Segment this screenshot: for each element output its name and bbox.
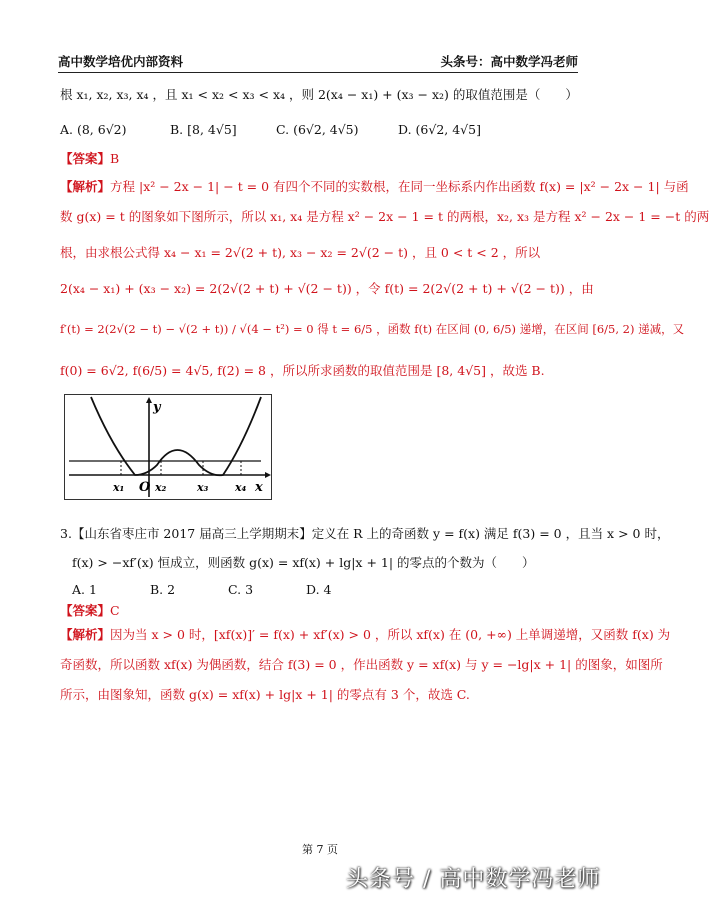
q2-stem: 根 x₁, x₂, x₃, x₄ ，且 x₁ < x₂ < x₃ < x₄ ，则 2(x₄ − x₁) + (x₃ − x₂) 的取值范围是（ ） <box>60 87 578 102</box>
q3-option-a: A. 1 <box>72 582 97 597</box>
q3-answer-value: C <box>110 603 120 618</box>
q2-analysis-line-2: 数 g(x) = t 的图象如下图所示，所以 x₁, x₄ 是方程 x² − 2x − 1 = t 的两根，x₂, x₃ 是方程 x² − 2x − 1 = −t 的两 <box>60 209 709 224</box>
x2-label: x₂ <box>155 481 167 494</box>
q3-option-b: B. 2 <box>150 582 176 597</box>
q3-option-c: C. 3 <box>228 582 254 597</box>
q3-stem-1: 定义在 R 上的奇函数 y = f(x) 满足 f(3) = 0 ，且当 x > 0 时， <box>311 526 670 541</box>
q2-analysis-line-4: 2(x₄ − x₁) + (x₃ − x₂) = 2(2√(2 + t) + √(2 − t)) ，令 f(t) = 2(2√(2 + t) + √(2 − t)) ，由 <box>60 281 594 296</box>
q3-analysis-line-3: 所示，由图象知，函数 g(x) = xf(x) + lg|x + 1| 的零点有 3 个，故选 C. <box>60 687 470 702</box>
q3-analysis-label: 【解析】 <box>60 627 111 642</box>
q3-stem-line-2: f(x) > −xf′(x) 恒成立，则函数 g(x) = xf(x) + lg|x + 1| 的零点的个数为（ ） <box>72 555 535 570</box>
header-right-title: 头条号：高中数学冯老师 <box>440 54 578 69</box>
page-number: 第 7 页 <box>302 843 338 856</box>
header-left-title: 高中数学培优内部资料 <box>58 54 184 69</box>
q3-answer <box>60 602 582 620</box>
x1-label: x₁ <box>113 481 125 494</box>
y-axis-arrow <box>146 397 152 403</box>
q3-analysis-line-1: 【解析】因为当 x > 0 时，[xf(x)]′ = f(x) + xf′(x) > 0 ，所以 xf(x) 在 (0, +∞) 上单调递增，又函数 f(x) 为 <box>60 627 671 642</box>
q2-answer-label: 【答案】 <box>60 151 111 166</box>
function-graph-figure <box>64 394 272 500</box>
origin-label: O <box>139 480 151 495</box>
q2-answer <box>60 150 582 168</box>
q2-answer-value: B <box>110 151 120 166</box>
q2-option-a: A. (8, 6√2) <box>60 122 127 137</box>
q2-option-d: D. (6√2, 4√5] <box>398 122 481 137</box>
q3-stem-line-1 <box>60 525 670 543</box>
x-axis-label: x <box>255 480 263 495</box>
x-axis-arrow <box>265 472 271 478</box>
q3-answer-label: 【答案】 <box>60 603 111 618</box>
watermark: 头条号 / 高中数学冯老师 <box>346 867 601 892</box>
q3-option-d: D. 4 <box>306 582 332 597</box>
q2-option-b: B. [8, 4√5] <box>170 122 237 137</box>
q3-source: 【山东省枣庄市 2017 届高三上学期期末】 <box>71 526 312 541</box>
q2-analysis-line-6: f(0) = 6√2, f(6/5) = 4√5, f(2) = 8 ，所以所求函数的取值范围是 [8, 4√5] ，故选 B. <box>60 363 545 378</box>
q3-number: 3. <box>60 526 72 541</box>
q2-analysis-label: 【解析】 <box>60 179 111 194</box>
q2-option-c: C. (6√2, 4√5) <box>276 122 359 137</box>
q2-analysis-line-1: 【解析】方程 |x² − 2x − 1| − t = 0 有四个不同的实数根，在同一坐标系内作出函数 f(x) = |x² − 2x − 1| 与函 <box>60 179 689 194</box>
q2-analysis-line-3: 根，由求根公式得 x₄ − x₁ = 2√(2 + t), x₃ − x₂ = 2√(2 − t) ，且 0 < t < 2 ，所以 <box>60 245 541 260</box>
y-axis-label: y <box>153 400 161 415</box>
x4-label: x₄ <box>235 481 247 494</box>
q3-analysis-line-2: 奇函数，所以函数 xf(x) 为偶函数，结合 f(3) = 0 ，作出函数 y = xf(x) 与 y = −lg|x + 1| 的图象，如图所 <box>60 657 663 672</box>
curve-abs-quadratic <box>91 397 261 475</box>
page-header <box>58 50 578 73</box>
x3-label: x₃ <box>197 481 209 494</box>
q2-analysis-line-5: f′(t) = 2(2√(2 − t) − √(2 + t)) / √(4 − t²) = 0 得 t = 6/5 ，函数 f(t) 在区间 (0, 6/5) 递增，在区间 [6/5, 2) 递减，又 <box>60 322 685 336</box>
